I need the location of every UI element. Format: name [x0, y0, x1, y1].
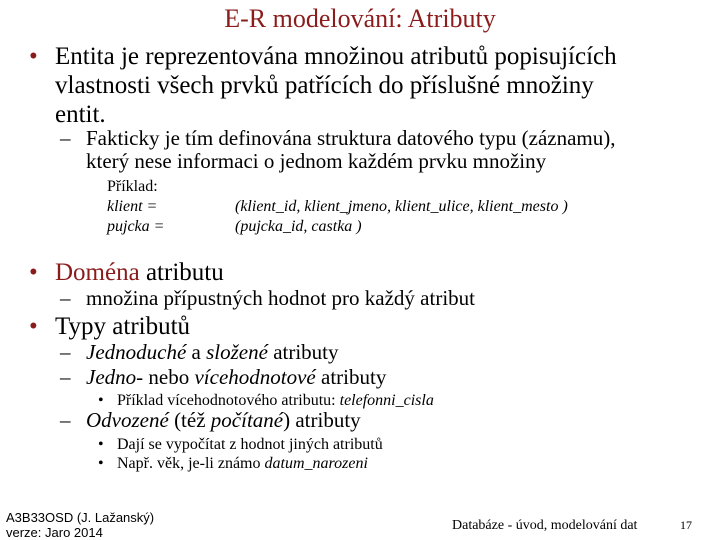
- sub-dash: –: [60, 365, 71, 389]
- footer-course: [6, 510, 154, 540]
- example-label-pujcka: pujcka =: [107, 218, 165, 235]
- derived-sub2: Např. věk, je-li známo datum_narozeni: [117, 455, 368, 472]
- bullet-domain: [55, 258, 224, 287]
- footer-course-line1: A3B33OSD (J. Lažanský): [6, 510, 155, 525]
- bullet-marker: •: [29, 259, 38, 286]
- sub-dash: –: [60, 286, 71, 310]
- bullet-entity-line1: Entita je reprezentována množinou atributů popisujících: [55, 43, 617, 70]
- sub-derived: Odvozené (též počítané) atributy: [86, 408, 361, 432]
- footer-course-line2: verze: Jaro 2014: [6, 525, 103, 540]
- sub-sub-bullet: •: [98, 436, 104, 453]
- sub-structure-line2: který nese informaci o jednom každém prvku množiny: [86, 149, 547, 173]
- sub-dash: –: [60, 126, 71, 150]
- sub-sub-bullet: •: [98, 392, 104, 409]
- slide-title: E-R modelování: Atributy: [224, 4, 496, 33]
- bullet-marker: •: [29, 313, 38, 340]
- multivalued-example: Příklad vícehodnotového atributu: telefonni_cisla: [117, 392, 434, 409]
- footer-subject: Databáze - úvod, modelování dat: [452, 518, 638, 533]
- bullet-entity-line3: entit.: [55, 101, 106, 128]
- example-label-klient: klient =: [107, 198, 158, 215]
- example-heading: Příklad:: [107, 178, 158, 195]
- sub-dash: –: [60, 408, 71, 432]
- sub-sub-bullet: •: [98, 455, 104, 472]
- domain-term: Doména: [55, 259, 140, 286]
- domain-rest: atributu: [139, 259, 224, 286]
- example-value-pujcka: (pujcka_id, castka ): [235, 218, 362, 235]
- page-number: 17: [680, 518, 692, 532]
- sub-domain: množina přípustných hodnot pro každý atribut: [86, 286, 476, 310]
- sub-multivalued: Jedno- nebo vícehodnotové atributy: [86, 365, 387, 389]
- sub-dash: –: [60, 340, 71, 364]
- bullet-marker: •: [29, 43, 38, 70]
- example-value-klient: (klient_id, klient_jmeno, klient_ulice, klient_mesto ): [235, 198, 568, 215]
- bullet-entity-line2: vlastnosti všech prvků patřících do příslušné množiny: [55, 72, 594, 99]
- derived-sub1: Dají se vypočítat z hodnot jiných atributů: [117, 436, 383, 453]
- sub-structure-line1: Fakticky je tím definována struktura datového typu (záznamu),: [86, 126, 616, 150]
- bullet-types: Typy atributů: [55, 313, 191, 340]
- sub-simple: Jednoduché a složené atributy: [86, 340, 339, 364]
